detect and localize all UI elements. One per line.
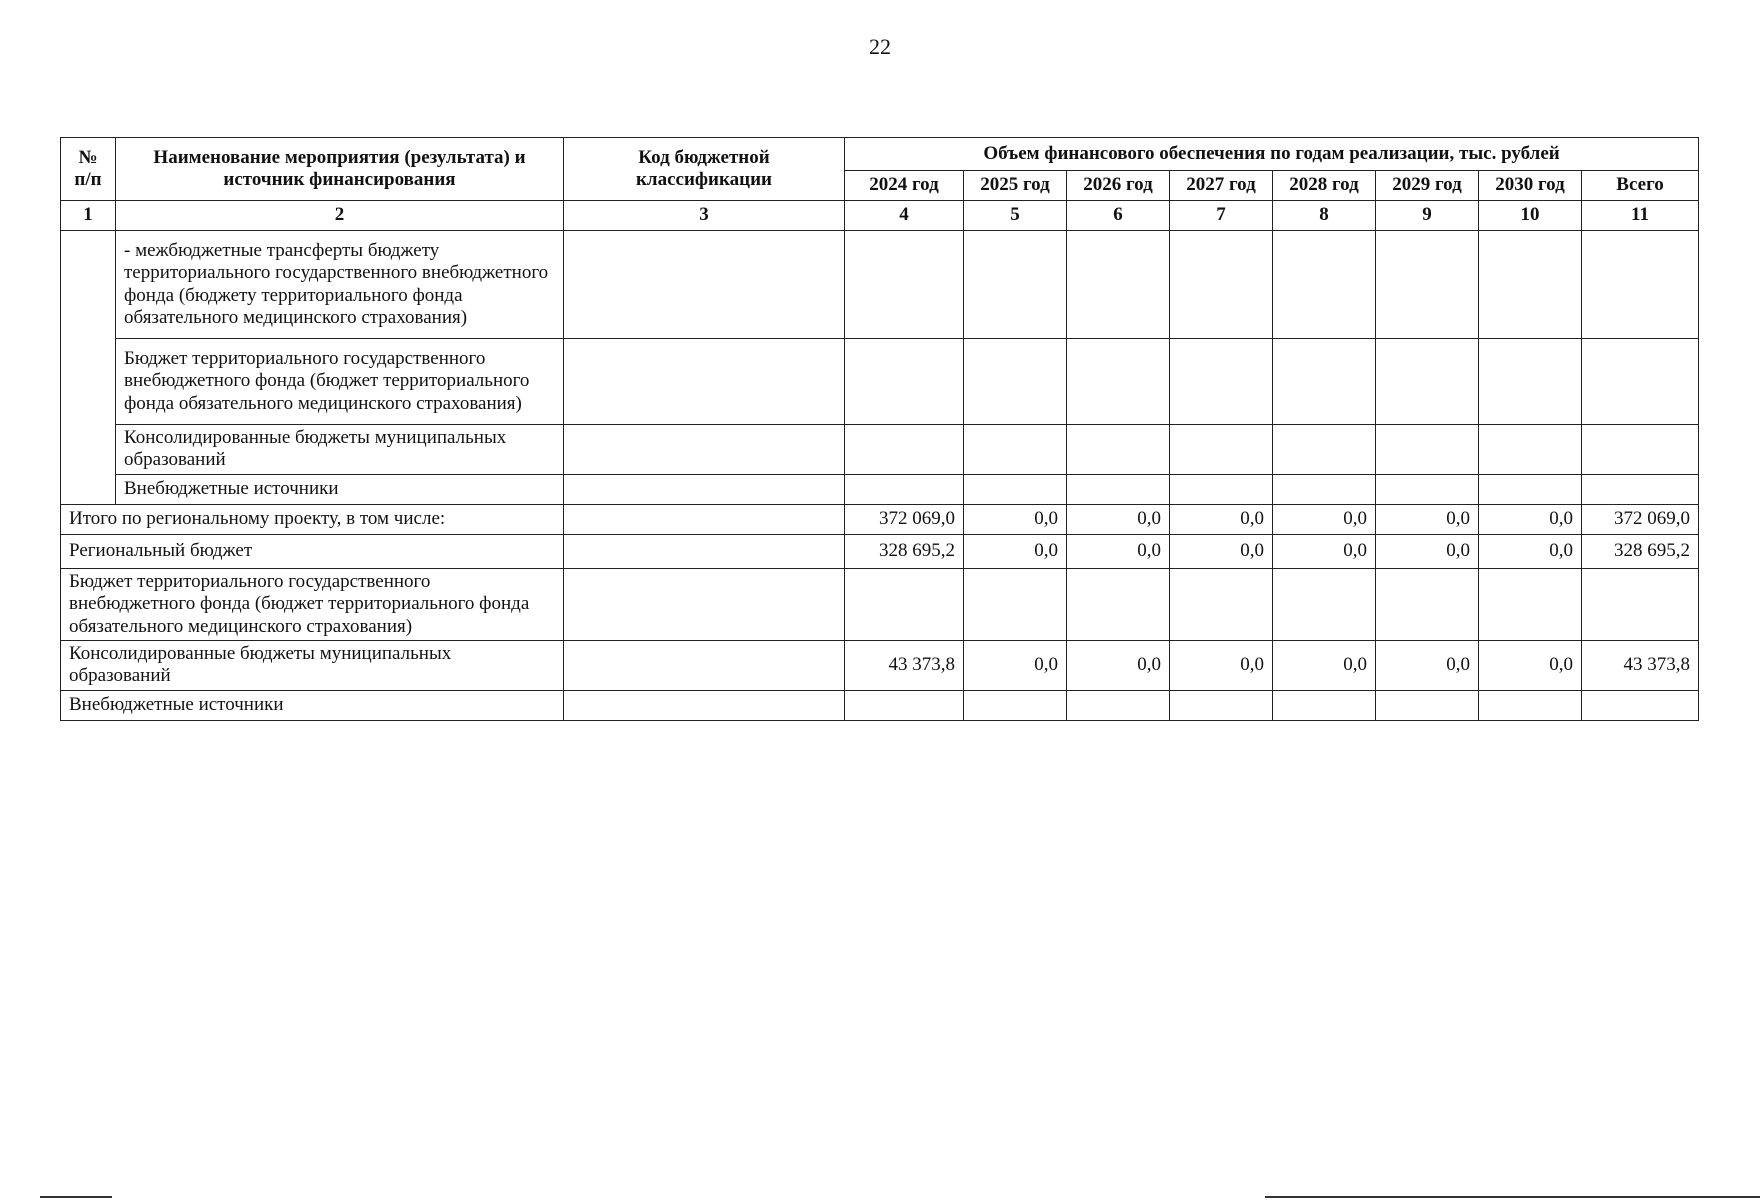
value-cell [1067, 474, 1170, 504]
value-cell [964, 690, 1067, 720]
value-cell [1376, 231, 1479, 339]
column-number: 4 [845, 201, 964, 231]
value-cell [845, 425, 964, 475]
value-cell: 0,0 [1273, 504, 1376, 534]
value-cell [845, 474, 964, 504]
value-cell [1273, 231, 1376, 339]
value-cell: 0,0 [1273, 534, 1376, 568]
value-cell: 0,0 [1067, 534, 1170, 568]
value-cell: 372 069,0 [845, 504, 964, 534]
column-number: 5 [964, 201, 1067, 231]
header-number: № п/п [61, 138, 116, 201]
header-year: 2024 год [845, 171, 964, 201]
table-row [61, 690, 1699, 720]
table-body [61, 231, 1699, 721]
value-cell: 0,0 [1170, 534, 1273, 568]
value-cell [1582, 690, 1699, 720]
table-row [61, 474, 1699, 504]
row-name: Консолидированные бюджеты муниципальных образований [116, 425, 564, 475]
value-cell [1582, 231, 1699, 339]
header-year: 2026 год [1067, 171, 1170, 201]
header-year: Всего [1582, 171, 1699, 201]
value-cell [964, 339, 1067, 425]
value-cell: 328 695,2 [845, 534, 964, 568]
value-cell [1479, 568, 1582, 640]
value-cell [1170, 474, 1273, 504]
column-number: 7 [1170, 201, 1273, 231]
header-year: 2027 год [1170, 171, 1273, 201]
row-code [564, 231, 845, 339]
row-code [564, 568, 845, 640]
value-cell: 0,0 [1170, 504, 1273, 534]
header-year: 2025 год [964, 171, 1067, 201]
row-code [564, 504, 845, 534]
value-cell [1479, 474, 1582, 504]
header-year: 2028 год [1273, 171, 1376, 201]
value-cell [1273, 339, 1376, 425]
table-row [61, 231, 1699, 339]
value-cell [1376, 690, 1479, 720]
value-cell: 372 069,0 [1582, 504, 1699, 534]
table-row [61, 504, 1699, 534]
value-cell [1273, 474, 1376, 504]
value-cell [1067, 231, 1170, 339]
value-cell [845, 231, 964, 339]
row-name: Итого по региональному проекту, в том числе: [61, 504, 564, 534]
column-number: 6 [1067, 201, 1170, 231]
value-cell [1067, 568, 1170, 640]
bottom-rule-right [1265, 1196, 1760, 1198]
row-code [564, 534, 845, 568]
column-number: 10 [1479, 201, 1582, 231]
header-year: 2030 год [1479, 171, 1582, 201]
value-cell: 0,0 [1170, 641, 1273, 691]
row-name: Внебюджетные источники [116, 474, 564, 504]
value-cell: 43 373,8 [845, 641, 964, 691]
value-cell [1376, 474, 1479, 504]
column-number: 8 [1273, 201, 1376, 231]
value-cell: 0,0 [964, 504, 1067, 534]
bottom-rule-left [40, 1196, 112, 1198]
value-cell [1170, 568, 1273, 640]
row-name: Бюджет территориального государственного внебюджетного фонда (бюджет территориального фонда обязательного медицинского страхования) [61, 568, 564, 640]
row-name: Внебюджетные источники [61, 690, 564, 720]
value-cell: 0,0 [1376, 534, 1479, 568]
value-cell [1376, 425, 1479, 475]
value-cell [964, 425, 1067, 475]
value-cell: 0,0 [1376, 641, 1479, 691]
value-cell: 0,0 [1479, 504, 1582, 534]
budget-table [60, 137, 1699, 721]
value-cell [1582, 339, 1699, 425]
value-cell [1067, 339, 1170, 425]
header-name: Наименование мероприятия (результата) и источник финансирования [116, 138, 564, 201]
value-cell: 0,0 [964, 641, 1067, 691]
row-name: - межбюджетные трансферты бюджету территориального государственного внебюджетного фонда (бюджету территориального фонда обязательного медицинского страхования) [116, 231, 564, 339]
value-cell [1376, 568, 1479, 640]
column-number: 1 [61, 201, 116, 231]
table-row [61, 425, 1699, 475]
row-code [564, 690, 845, 720]
row-code [564, 641, 845, 691]
value-cell: 0,0 [1067, 504, 1170, 534]
value-cell [1479, 425, 1582, 475]
table-row [61, 641, 1699, 691]
value-cell [964, 474, 1067, 504]
table-row [61, 534, 1699, 568]
value-cell [1170, 425, 1273, 475]
column-number-row [61, 201, 1699, 231]
header-year: 2029 год [1376, 171, 1479, 201]
value-cell: 0,0 [1479, 534, 1582, 568]
value-cell: 43 373,8 [1582, 641, 1699, 691]
value-cell: 0,0 [1376, 504, 1479, 534]
value-cell [1170, 690, 1273, 720]
value-cell [1479, 231, 1582, 339]
value-cell: 328 695,2 [1582, 534, 1699, 568]
value-cell [1582, 568, 1699, 640]
value-cell [845, 339, 964, 425]
value-cell [1582, 474, 1699, 504]
value-cell [1479, 339, 1582, 425]
column-number: 3 [564, 201, 845, 231]
column-number: 11 [1582, 201, 1699, 231]
row-name: Консолидированные бюджеты муниципальных образований [61, 641, 564, 691]
value-cell [845, 690, 964, 720]
header-code: Код бюджетной классификации [564, 138, 845, 201]
value-cell [1170, 339, 1273, 425]
row-name: Бюджет территориального государственного внебюджетного фонда (бюджет территориального фонда обязательного медицинского страхования) [116, 339, 564, 425]
value-cell [964, 231, 1067, 339]
value-cell [1273, 568, 1376, 640]
value-cell: 0,0 [1273, 641, 1376, 691]
row-code [564, 474, 845, 504]
header-volume: Объем финансового обеспечения по годам реализации, тыс. рублей [845, 138, 1699, 171]
value-cell [1479, 690, 1582, 720]
value-cell [845, 568, 964, 640]
value-cell [1067, 690, 1170, 720]
value-cell [1376, 339, 1479, 425]
row-code [564, 425, 845, 475]
row-name: Региональный бюджет [61, 534, 564, 568]
table-row [61, 339, 1699, 425]
column-number: 2 [116, 201, 564, 231]
row-code [564, 339, 845, 425]
value-cell [1067, 425, 1170, 475]
value-cell: 0,0 [964, 534, 1067, 568]
value-cell [1273, 690, 1376, 720]
value-cell: 0,0 [1479, 641, 1582, 691]
value-cell [964, 568, 1067, 640]
column-number: 9 [1376, 201, 1479, 231]
page-number: 22 [869, 34, 891, 59]
value-cell [1273, 425, 1376, 475]
table-row [61, 568, 1699, 640]
value-cell: 0,0 [1067, 641, 1170, 691]
row-number-cell [61, 231, 116, 505]
value-cell [1170, 231, 1273, 339]
value-cell [1582, 425, 1699, 475]
